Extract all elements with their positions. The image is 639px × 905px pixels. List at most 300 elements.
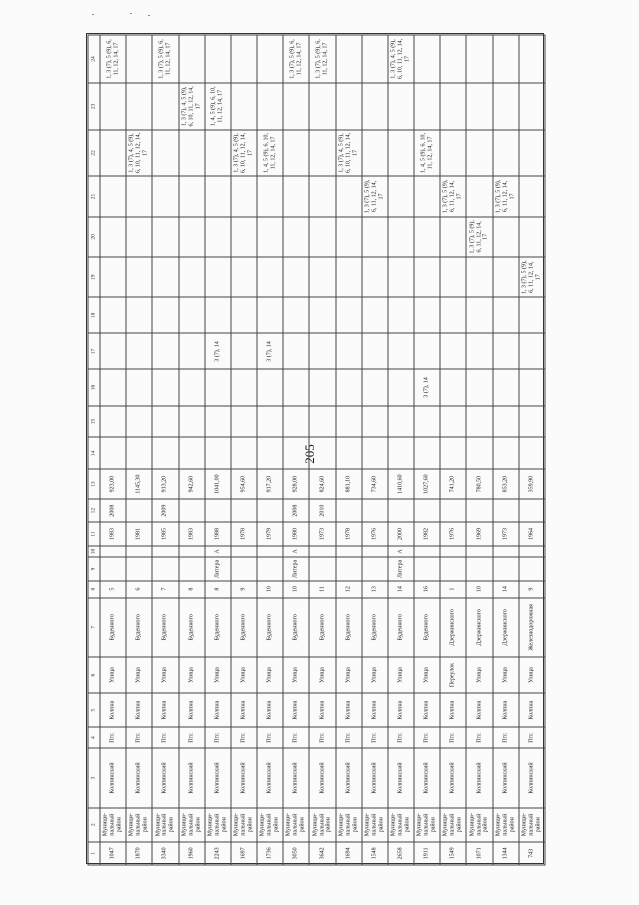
table-cell [466, 437, 492, 469]
column-number: 8 [88, 580, 100, 597]
table-cell: Птг. [440, 727, 466, 748]
table-cell: Колпинский [204, 748, 230, 807]
column-number: 6 [88, 657, 100, 693]
table-cell: Колпинский [283, 748, 309, 807]
table-cell [361, 498, 387, 521]
table-cell: Муници-пальный район [204, 807, 230, 841]
table-cell [230, 333, 256, 369]
table-cell: 11 [309, 580, 335, 597]
table-cell [440, 369, 466, 405]
table-cell: Буденного [414, 597, 440, 656]
table-cell: Колпна [204, 693, 230, 727]
table-cell: Колпинский [361, 748, 387, 807]
scan-speck [130, 13, 132, 14]
table-cell [230, 405, 256, 437]
table-cell [152, 129, 178, 176]
table-cell: Колпинский [387, 748, 413, 807]
table-cell: Буденного [361, 597, 387, 656]
table-cell [126, 82, 152, 129]
table-cell: 14 [492, 580, 518, 597]
column-number: 19 [88, 257, 100, 297]
table-cell: Колпинский [152, 748, 178, 807]
table-row [100, 35, 126, 865]
table-cell: Птг. [230, 727, 256, 748]
table-cell: Улица [361, 657, 387, 693]
table-cell: Муници-пальный район [440, 807, 466, 841]
table-cell [230, 369, 256, 405]
table-cell [466, 257, 492, 297]
table-cell [283, 297, 309, 333]
table-cell [518, 405, 544, 437]
table-row [387, 35, 413, 865]
table-cell: Буденного [204, 597, 230, 656]
column-number: 7 [88, 597, 100, 656]
table-cell [387, 437, 413, 469]
table-cell [492, 369, 518, 405]
table-cell: Птг. [335, 727, 361, 748]
table-cell: 3 (7), 14 [204, 333, 230, 369]
table-cell [204, 498, 230, 521]
table-cell: Колпна [518, 693, 544, 727]
table-cell [152, 333, 178, 369]
table-cell [100, 82, 126, 129]
table-cell [361, 369, 387, 405]
table-cell: Птг. [283, 727, 309, 748]
table-cell: Колпна [230, 693, 256, 727]
table-cell [204, 369, 230, 405]
table-cell [518, 297, 544, 333]
table-cell: Улица [230, 657, 256, 693]
table-cell [518, 498, 544, 521]
table-cell [518, 82, 544, 129]
table-row [126, 35, 152, 865]
table-cell: 10 [257, 580, 283, 597]
table-cell: 1027,60 [414, 469, 440, 499]
table-cell: 1, 3 (7), 4, 5 (9), 6, 10, 11, 12, 14, 17 [387, 35, 413, 83]
table-cell: 1, 4, 5 (9), 6, 10, 11, 12, 14, 17 [204, 82, 230, 129]
table-cell: Буденного [309, 597, 335, 656]
table-cell [492, 333, 518, 369]
table-cell [414, 297, 440, 333]
table-cell [230, 297, 256, 333]
table-cell [126, 557, 152, 580]
table-cell: 5 [100, 580, 126, 597]
table-cell: Колпинский [492, 748, 518, 807]
table-cell [492, 35, 518, 83]
table-cell [178, 176, 204, 216]
column-number: 17 [88, 333, 100, 369]
table-cell [414, 333, 440, 369]
table-cell: 1978 [230, 522, 256, 545]
table-cell: 3050 [283, 841, 309, 864]
column-number: 21 [88, 176, 100, 216]
table-cell [309, 545, 335, 557]
table-cell [466, 498, 492, 521]
table-cell: 1, 3 (7), 5 (9), 6, 11, 12, 14, 17 [492, 176, 518, 216]
column-number: 1 [88, 841, 100, 864]
table-cell [335, 82, 361, 129]
table-row [283, 35, 309, 865]
table-cell [100, 129, 126, 176]
table-cell [440, 297, 466, 333]
table-cell: А [387, 545, 413, 557]
table-cell [257, 437, 283, 469]
table-cell [178, 557, 204, 580]
table-cell [309, 129, 335, 176]
table-cell: 1410,60 [387, 469, 413, 499]
table-cell: Колпна [387, 693, 413, 727]
column-number: 9 [88, 557, 100, 580]
table-cell [204, 129, 230, 176]
table-cell: Муници-пальный район [309, 807, 335, 841]
column-number: 15 [88, 405, 100, 437]
table-cell: 917,20 [257, 469, 283, 499]
table-cell [309, 405, 335, 437]
table-cell: 1964 [518, 522, 544, 545]
table-cell [204, 176, 230, 216]
table-cell [178, 216, 204, 256]
table-cell [518, 369, 544, 405]
table-cell: Буденного [257, 597, 283, 656]
table-cell: 10 [466, 580, 492, 597]
table-cell [361, 405, 387, 437]
column-number: 11 [88, 522, 100, 545]
table-cell [283, 369, 309, 405]
table-cell: Птг. [466, 727, 492, 748]
table-cell: 1, 3 (7), 4, 5 (9), 6, 10, 11, 12, 14, 17 [178, 82, 204, 129]
table-cell [361, 216, 387, 256]
table-cell: 1982 [414, 522, 440, 545]
table-cell [518, 216, 544, 256]
table-cell [492, 82, 518, 129]
table-cell: Птг. [492, 727, 518, 748]
table-cell: 881,10 [335, 469, 361, 499]
table-row [152, 35, 178, 865]
table-cell [466, 369, 492, 405]
table-cell [178, 405, 204, 437]
table-cell [152, 216, 178, 256]
table-cell: Птг. [257, 727, 283, 748]
table-cell [414, 35, 440, 83]
table-cell [466, 557, 492, 580]
table-cell [518, 35, 544, 83]
column-number: 14 [88, 437, 100, 469]
scan-speck [92, 14, 94, 15]
table-cell [178, 545, 204, 557]
table-cell [335, 257, 361, 297]
table-cell: 1983 [178, 522, 204, 545]
table-cell: Литера [387, 557, 413, 580]
table-cell [335, 545, 361, 557]
table-cell [492, 297, 518, 333]
table-cell [152, 405, 178, 437]
table-cell: 1980 [283, 522, 309, 545]
table-cell: 1988 [204, 522, 230, 545]
table-cell [230, 35, 256, 83]
table-cell [387, 216, 413, 256]
table-cell [230, 498, 256, 521]
table-cell: Улица [387, 657, 413, 693]
table-cell: Литера [283, 557, 309, 580]
table-cell [335, 333, 361, 369]
table-cell: Улица [466, 657, 492, 693]
table-row [414, 35, 440, 865]
table-cell [257, 369, 283, 405]
table-cell: Железнодорожная [518, 597, 544, 656]
table-cell [466, 82, 492, 129]
table-cell [126, 257, 152, 297]
table-cell [466, 35, 492, 83]
table-cell [335, 437, 361, 469]
table-cell [152, 297, 178, 333]
table-cell: Муници-пальный район [492, 807, 518, 841]
page-number: 205 [301, 444, 317, 464]
table-row [230, 35, 256, 865]
column-number: 20 [88, 216, 100, 256]
table-cell [414, 176, 440, 216]
table-cell: Птг. [152, 727, 178, 748]
table-cell [126, 297, 152, 333]
table-cell: Муници-пальный район [257, 807, 283, 841]
table-cell [126, 498, 152, 521]
table-cell [152, 257, 178, 297]
table-cell: Птг. [414, 727, 440, 748]
table-cell: Переулок [440, 657, 466, 693]
table-cell: 923,00 [100, 469, 126, 499]
table-cell [361, 257, 387, 297]
table-cell: 1, 3 (7), 4, 5 (9), 6, 10, 11, 12, 14, 17 [230, 129, 256, 176]
table-cell [230, 545, 256, 557]
table-cell [257, 82, 283, 129]
table-cell: Птг. [518, 727, 544, 748]
table-cell [126, 369, 152, 405]
table-cell [257, 545, 283, 557]
table-cell [492, 498, 518, 521]
table-cell [387, 333, 413, 369]
table-cell: 1, 3 (7), 5 (9), 6, 11, 12, 14, 17 [518, 257, 544, 297]
table-cell: Муници-пальный район [152, 807, 178, 841]
table-cell: Колпна [309, 693, 335, 727]
table-cell: 1, 3 (7), 5 (9), 6, 11, 12, 14, 17 [100, 35, 126, 83]
table-cell: 2008 [100, 498, 126, 521]
table-cell [178, 257, 204, 297]
table-cell [204, 437, 230, 469]
table-cell [152, 437, 178, 469]
table-cell: Колпна [100, 693, 126, 727]
table-cell: 942,60 [178, 469, 204, 499]
table-cell: 1, 3 (7), 5 (9), 6, 11, 12, 14, 17 [152, 35, 178, 83]
table-cell: Улица [492, 657, 518, 693]
table-cell: 734,60 [361, 469, 387, 499]
table-cell: 1071 [466, 841, 492, 864]
table-cell: Улица [414, 657, 440, 693]
table-cell [283, 82, 309, 129]
table-cell [100, 216, 126, 256]
column-number: 12 [88, 498, 100, 521]
table-cell [178, 35, 204, 83]
table-cell: 824,60 [309, 469, 335, 499]
table-cell [335, 498, 361, 521]
table-cell: Улица [152, 657, 178, 693]
table-cell: Муници-пальный район [414, 807, 440, 841]
table-cell [204, 405, 230, 437]
table-cell [126, 176, 152, 216]
table-cell [100, 176, 126, 216]
table-cell: Буденного [230, 597, 256, 656]
register-table-frame [86, 33, 544, 864]
table-cell [309, 333, 335, 369]
table-row [257, 35, 283, 865]
table-cell: Улица [178, 657, 204, 693]
table-cell: Птг. [178, 727, 204, 748]
table-cell [283, 216, 309, 256]
table-cell: Улица [335, 657, 361, 693]
table-cell: Птг. [309, 727, 335, 748]
column-number: 22 [88, 129, 100, 176]
table-cell: Колпинский [440, 748, 466, 807]
table-cell [414, 405, 440, 437]
column-number: 3 [88, 748, 100, 807]
table-cell: 1976 [440, 522, 466, 545]
table-cell: Колпна [466, 693, 492, 727]
table-cell: 1736 [257, 841, 283, 864]
table-cell: Колпинский [414, 748, 440, 807]
table-cell: 16 [414, 580, 440, 597]
table-cell [414, 257, 440, 297]
table-cell [100, 297, 126, 333]
table-cell [309, 557, 335, 580]
table-cell [335, 297, 361, 333]
table-cell [204, 297, 230, 333]
table-cell [387, 498, 413, 521]
rotated-table-container [87, 34, 545, 865]
table-cell: 1041,00 [204, 469, 230, 499]
table-cell [283, 129, 309, 176]
table-cell: 14 [387, 580, 413, 597]
table-cell: 1983 [100, 522, 126, 545]
table-cell: Колпинский [335, 748, 361, 807]
table-cell: Колпна [152, 693, 178, 727]
table-cell: Дзержинского [440, 597, 466, 656]
table-cell: 12 [335, 580, 361, 597]
column-number: 18 [88, 297, 100, 333]
table-cell [309, 176, 335, 216]
table-cell [204, 216, 230, 256]
table-cell: Муници-пальный район [126, 807, 152, 841]
table-cell [283, 333, 309, 369]
table-cell: А [204, 545, 230, 557]
table-cell: 1, 3 (7), 5 (9), 6, 11, 12, 14, 17 [361, 176, 387, 216]
table-cell [440, 257, 466, 297]
table-cell: Буденного [126, 597, 152, 656]
table-cell [361, 437, 387, 469]
table-cell [230, 257, 256, 297]
table-cell [283, 437, 309, 469]
table-cell [257, 297, 283, 333]
table-cell: Буденного [152, 597, 178, 656]
table-cell: 1548 [361, 841, 387, 864]
table-cell: 3340 [152, 841, 178, 864]
table-cell [309, 257, 335, 297]
table-cell [309, 369, 335, 405]
table-cell [257, 176, 283, 216]
table-row [309, 35, 335, 865]
table-cell [387, 257, 413, 297]
table-cell: 359,90 [518, 469, 544, 499]
table-cell: 2658 [387, 841, 413, 864]
table-cell: 8 [178, 580, 204, 597]
table-cell: 1985 [152, 522, 178, 545]
table-cell [440, 82, 466, 129]
table-row [335, 35, 361, 865]
table-cell: Улица [204, 657, 230, 693]
table-cell: 1, 3 (7), 4, 5 (9), 6, 10, 11, 12, 14, 17 [126, 129, 152, 176]
table-cell: 2010 [309, 498, 335, 521]
table-cell [361, 545, 387, 557]
table-cell [387, 297, 413, 333]
table-cell [257, 405, 283, 437]
table-cell: Колпна [178, 693, 204, 727]
table-cell: Колпинский [257, 748, 283, 807]
table-cell [414, 82, 440, 129]
table-cell [518, 557, 544, 580]
table-cell [414, 216, 440, 256]
header-row [88, 35, 100, 865]
table-cell [492, 257, 518, 297]
table-cell [257, 257, 283, 297]
table-cell: 1, 3 (7), 5 (9), 6, 11, 12, 14, 17 [466, 216, 492, 256]
table-cell: Улица [309, 657, 335, 693]
table-cell [283, 257, 309, 297]
table-cell: Буденного [100, 597, 126, 656]
table-cell [178, 333, 204, 369]
table-cell: 1, 4, 5 (9), 6, 10, 11, 12, 14, 17 [414, 129, 440, 176]
table-row [440, 35, 466, 865]
table-cell [204, 257, 230, 297]
table-cell: Птг. [100, 727, 126, 748]
table-cell [335, 557, 361, 580]
column-number: 2 [88, 807, 100, 841]
table-cell: Буденного [335, 597, 361, 656]
table-cell [309, 216, 335, 256]
table-cell [518, 545, 544, 557]
table-cell: Колпинский [100, 748, 126, 807]
table-cell [361, 333, 387, 369]
table-cell: Колпна [361, 693, 387, 727]
table-cell [230, 176, 256, 216]
table-cell [283, 176, 309, 216]
table-cell: 743 [518, 841, 544, 864]
table-cell [361, 82, 387, 129]
table-row [492, 35, 518, 865]
table-cell [126, 333, 152, 369]
column-number: 5 [88, 693, 100, 727]
table-cell: Птг. [204, 727, 230, 748]
table-row [361, 35, 387, 865]
table-cell [309, 297, 335, 333]
table-cell: 1047 [100, 841, 126, 864]
table-cell: 9 [230, 580, 256, 597]
table-cell [440, 557, 466, 580]
table-cell: Колпинский [230, 748, 256, 807]
table-cell: Муници-пальный район [466, 807, 492, 841]
table-cell [100, 405, 126, 437]
table-cell: Дзержинского [466, 597, 492, 656]
table-cell: Муници-пальный район [230, 807, 256, 841]
table-cell: 2000 [387, 522, 413, 545]
table-cell [335, 405, 361, 437]
scan-speck [148, 15, 150, 16]
